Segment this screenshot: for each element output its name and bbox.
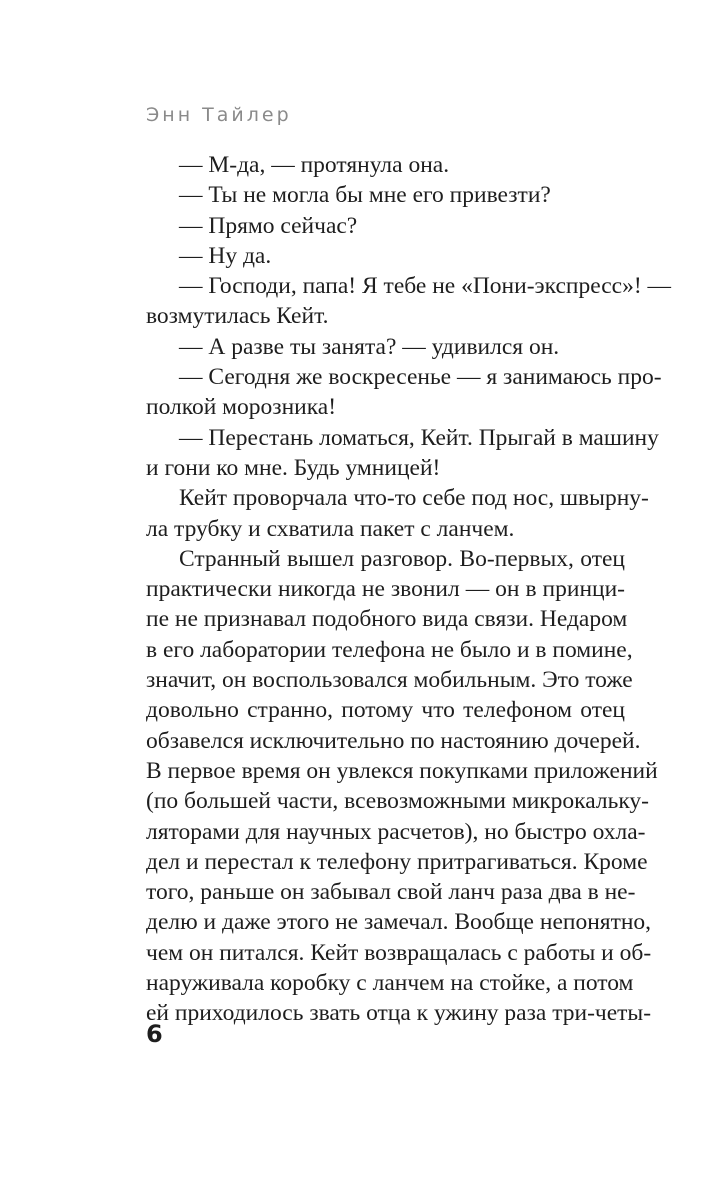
page-number: 6 — [146, 1020, 163, 1048]
text-line: значит, он воспользовался мобильным. Это тоже — [146, 667, 633, 694]
text-line: Странный вышел разговор. Во-первых, отец — [179, 545, 625, 572]
text-line: наруживала коробку с ланчем на стойке, а потом — [146, 970, 634, 997]
text-line: и гони ко мне. Будь умницей! — [146, 454, 441, 481]
text-line: чем он питался. Кейт возвращалась с работы и об- — [146, 939, 652, 966]
text-line: — Сегодня же воскресенье — я занимаюсь про- — [179, 364, 662, 391]
text-line: возмутилась Кейт. — [146, 303, 329, 330]
text-line: (по большей части, всевозможными микрокальку- — [146, 788, 649, 815]
running-head-author: Энн Тайлер — [146, 104, 292, 126]
text-line: ляторами для научных расчетов), но быстро охла- — [146, 818, 646, 845]
text-line: — М-да, — протянула она. — [179, 152, 450, 178]
text-line: ла трубку и схватила пакет с ланчем. — [146, 515, 515, 542]
text-line: — А разве ты занята? — удивился он. — [179, 333, 560, 360]
text-line: полкой морозника! — [146, 394, 337, 421]
text-line: обзавелся исключительно по настоянию дочерей. — [146, 727, 641, 754]
text-line: Кейт проворчала что-то себе под нос, швырну- — [179, 485, 649, 512]
text-line: — Ты не могла бы мне его привезти? — [179, 182, 551, 209]
text-line: В первое время он увлекся покупками приложений — [146, 757, 658, 784]
body-text — [146, 150, 672, 1029]
text-line: дел и перестал к телефону притрагиваться. Кроме — [146, 848, 648, 875]
text-line: — Перестань ломаться, Кейт. Прыгай в машину — [179, 424, 659, 451]
text-line: — Прямо сейчас? — [179, 212, 358, 239]
text-line: ей приходилось звать отца к ужину раза три-четы- — [146, 1000, 652, 1027]
text-line: делю и даже этого не замечал. Вообще непонятно, — [146, 909, 652, 936]
text-line: довольно странно, потому что телефоном отец — [146, 697, 625, 724]
text-line: — Ну да. — [179, 242, 272, 269]
text-line: того, раньше он забывал свой ланч раза два в не- — [146, 879, 636, 906]
text-line: практически никогда не звонил — он в принци- — [146, 576, 625, 603]
text-line: пе не признавал подобного вида связи. Недаром — [146, 606, 628, 633]
text-line: в его лаборатории телефона не было и в помине, — [146, 636, 633, 663]
text-line: — Господи, папа! Я тебе не «Пони-экспресс»! — — [179, 273, 672, 300]
